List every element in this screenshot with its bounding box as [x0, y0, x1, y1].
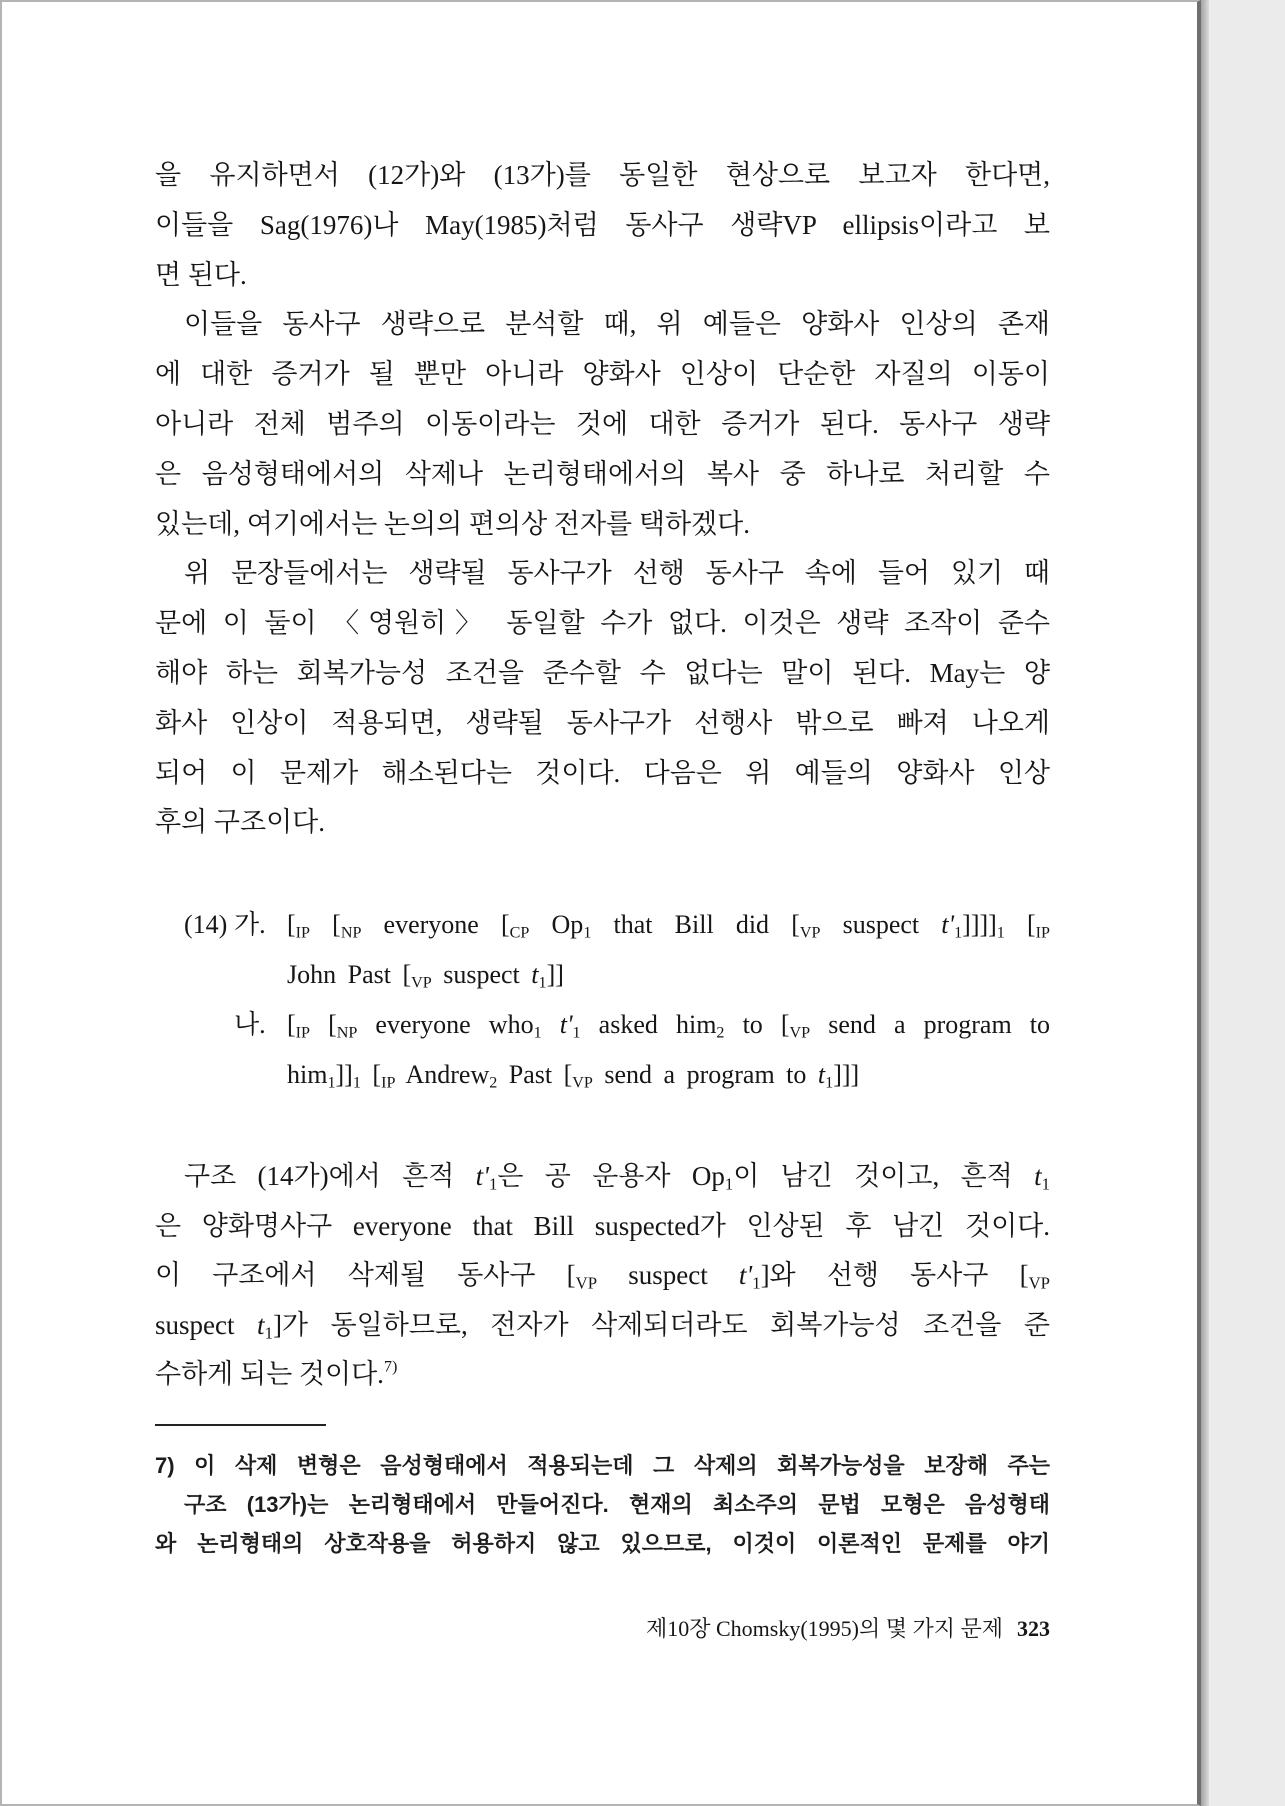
subscript: VP	[572, 1074, 593, 1092]
text-line: 되어 이 문제가 해소된다는 것이다. 다음은 위 예들의 양화사 인상	[155, 757, 1050, 788]
text-run: John Past [	[287, 960, 412, 989]
subscript: 1	[572, 1024, 581, 1042]
subscript: IP	[1035, 924, 1050, 942]
text-run: 은 공 운용자 Op	[497, 1161, 725, 1191]
text-line: 을 유지하면서 (12가)와 (13가)를 동일한 현상으로 보고자 한다면,	[155, 160, 1050, 190]
text-run: Past [	[497, 1060, 573, 1089]
subscript: 1	[583, 924, 592, 942]
text-line: 아니라 전체 범주의 이동이라는 것에 대한 증거가 된다. 동사구 생략	[155, 408, 1050, 439]
subscript: 1	[533, 1024, 542, 1042]
text-line: 있는데, 여기에서는 논의의 편의상 전자를 택하겠다.	[155, 508, 750, 539]
text-line: 이들을 Sag(1976)나 May(1985)처럼 동사구 생략VP ellipsis이라고 보	[155, 209, 1050, 240]
text-run: that Bill did [	[591, 910, 800, 939]
example-line	[287, 1000, 1050, 1050]
trace-symbol: t	[257, 1309, 265, 1340]
text-run: [	[1004, 910, 1036, 939]
example-line	[287, 950, 1050, 1000]
text-run: everyone who	[357, 1010, 534, 1039]
text-line: 이들을 동사구 생략으로 분석할 때, 위 예들은 양화사 인상의 존재	[184, 309, 1050, 340]
subscript: NP	[340, 924, 362, 942]
text-run: [	[310, 1010, 337, 1039]
text-line: 면 된다.	[155, 259, 247, 290]
subscript: IP	[381, 1074, 396, 1092]
footnote-separator	[155, 1424, 326, 1426]
trace-symbol: t	[1034, 1161, 1042, 1191]
subscript: 1	[724, 1174, 734, 1194]
example-line	[287, 1050, 1050, 1100]
subscript: 1	[752, 1273, 761, 1293]
subscript: VP	[1028, 1273, 1050, 1293]
text-run: 수하게 되는 것이다.	[155, 1359, 384, 1390]
text-line: 위 문장들에서는 생략될 동사구가 선행 동사구 속에 들어 있기 때	[184, 558, 1050, 589]
footnote-line: 와 논리형태의 상호작용을 허용하지 않고 있으므로, 이것이 이론적인 문제를 야기	[155, 1530, 1050, 1556]
example-number: (14)	[184, 910, 228, 939]
text-run: asked him	[580, 1010, 717, 1039]
subscript: 1	[1041, 1174, 1050, 1194]
text-run: ]]]	[833, 1060, 860, 1089]
subscript: VP	[789, 1024, 811, 1042]
text-run: suspect	[431, 960, 532, 989]
text-run: send a program to	[810, 1010, 1050, 1039]
text-run: ]]	[546, 960, 564, 989]
text-run: to [	[724, 1010, 790, 1039]
text-run: ]]	[335, 1060, 353, 1089]
trace-symbol: t'	[475, 1161, 489, 1191]
text-run: 이 남긴 것이고, 흔적	[733, 1161, 1035, 1191]
text-run: Andrew	[395, 1060, 490, 1089]
text-run: Op	[529, 910, 584, 939]
subscript: VP	[799, 924, 821, 942]
subscript: 1	[488, 1174, 498, 1194]
page-number: 323	[1017, 1616, 1050, 1641]
text-line: 후의 구조이다.	[155, 807, 325, 838]
footnote-marker: 7)	[383, 1358, 398, 1377]
trace-symbol: t'	[941, 910, 955, 939]
example-item	[287, 900, 1050, 1000]
body-paragraph	[155, 549, 1050, 848]
text-run: him	[287, 1060, 328, 1089]
text-run: ]가 동일하므로, 전자가 삭제되더라도 회복가능성 조건을 준	[272, 1309, 1050, 1340]
text-line: 문에 이 둘이 〈영원히〉 동일할 수가 없다. 이것은 생략 조작이 준수	[155, 608, 1050, 639]
text-run: suspect	[155, 1309, 258, 1340]
text-line	[155, 1301, 1050, 1351]
subscript: 1	[825, 1074, 834, 1092]
subscript: 2	[489, 1074, 498, 1092]
text-run: ]]]]	[962, 910, 997, 939]
chapter-title: 제10장 Chomsky(1995)의 몇 가지 문제	[645, 1616, 1003, 1641]
text-line	[155, 1350, 1050, 1400]
text-run: 이 구조에서 삭제될 동사구 [	[155, 1260, 576, 1291]
text-line: 은 음성형태에서의 삭제나 논리형태에서의 복사 중 하나로 처리할 수	[155, 458, 1050, 489]
text-line	[155, 1152, 1050, 1202]
text-line	[155, 1251, 1050, 1301]
subscript: 1	[954, 924, 963, 942]
text-line: 은 양화명사구 everyone that Bill suspected가 인상된 후 남긴 것이다.	[155, 1210, 1050, 1241]
page-edge-shadow	[1201, 0, 1209, 1806]
text-line: 에 대한 증거가 될 뿐만 아니라 양화사 인상이 단순한 자질의 이동이	[155, 359, 1050, 390]
text-run: suspect	[820, 910, 942, 939]
subscript: 2	[716, 1024, 725, 1042]
body-paragraph	[155, 300, 1050, 549]
text-run	[542, 1010, 560, 1039]
text-run: [	[287, 910, 296, 939]
text-run: [	[287, 1010, 296, 1039]
text-run: everyone [	[361, 910, 510, 939]
subscript: NP	[336, 1024, 358, 1042]
body-paragraph	[155, 151, 1050, 300]
text-line: 해야 하는 회복가능성 조건을 준수할 수 없다는 말이 된다. May는 양	[155, 657, 1050, 688]
trace-symbol: t	[817, 1060, 826, 1089]
example-label: 나.	[234, 1010, 266, 1039]
subscript: 1	[996, 924, 1005, 942]
example-line	[287, 900, 1050, 950]
subscript: 1	[352, 1074, 361, 1092]
example-structures	[287, 900, 1050, 1100]
text-line: 화사 인상이 적용되면, 생략될 동사구가 선행사 밖으로 빠져 나오게	[155, 707, 1050, 738]
text-run: send a program to	[592, 1060, 818, 1089]
subscript: IP	[295, 1024, 310, 1042]
running-footer	[155, 1614, 1050, 1644]
subscript: CP	[509, 924, 530, 942]
subscript: VP	[575, 1273, 598, 1293]
text-run: 구조 (14가)에서 흔적	[184, 1161, 476, 1191]
body-paragraph	[155, 1152, 1050, 1400]
subscript: VP	[411, 974, 432, 992]
body-text	[155, 151, 1050, 848]
text-run: [	[360, 1060, 382, 1089]
trace-symbol: t	[531, 960, 539, 989]
trace-symbol: t'	[738, 1260, 753, 1291]
example-item	[287, 1000, 1050, 1100]
subscript: IP	[295, 924, 310, 942]
trace-symbol: t'	[559, 1010, 573, 1039]
subscript: 1	[538, 974, 547, 992]
text-run: [	[310, 910, 341, 939]
footnote-line: 7) 이 삭제 변형은 음성형태에서 적용되는데 그 삭제의 회복가능성을 보장해 주는	[155, 1452, 1050, 1478]
example-label: 가.	[234, 910, 266, 939]
text-run: ]와 선행 동사구 [	[760, 1260, 1029, 1291]
footnote-line: 구조 (13가)는 논리형태에서 만들어진다. 현재의 최소주의 문법 모형은 음성형태	[184, 1491, 1050, 1517]
text-run: suspect	[597, 1260, 739, 1291]
subscript: 1	[264, 1323, 273, 1343]
subscript: 1	[327, 1074, 336, 1092]
footnote	[155, 1446, 1050, 1563]
